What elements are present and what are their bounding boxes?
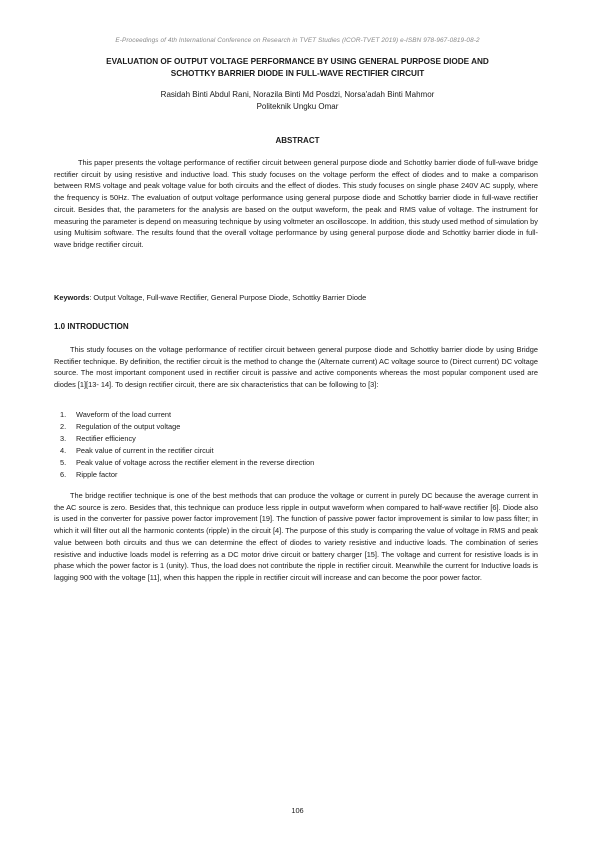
- list-number: 5.: [60, 457, 67, 467]
- list-number: 4.: [60, 445, 67, 455]
- list-number: 2.: [60, 421, 67, 431]
- list-text: Ripple factor: [76, 469, 118, 479]
- characteristics-list: [60, 409, 530, 480]
- introduction-heading: 1.0 INTRODUCTION: [54, 322, 129, 331]
- abstract-text: This paper presents the voltage performance of rectifier circuit between general purpose diode and Schottky barrier diode of full-wave bridge rectifier circuit by using resistive and inductive load. This study focuses on the voltage perform the effect of diodes and to make a comparison between RMS voltage and peak voltage value for both circuits and the effect of diodes. This study focuses on single phase 240V AC supply, where the frequency is 50Hz. The evaluation of output voltage performance using general purpose diode and Schottky barrier diode in full-wave rectifier circuit. Besides that, the parameters for the analysis are based on the output waveform, the peak and RMS value of voltage. The instrument for measuring the parameter is depend on measuring technique by using voltmeter an oscilloscope. In addition, this study used method of simulation by using Multisim software. The results found that the overall voltage performance by using general purpose diode and Schottky barrier diode in full-wave bridge rectifier circuit.: [54, 158, 538, 249]
- keywords: [54, 292, 538, 304]
- affiliation: Politeknik Ungku Omar: [256, 102, 339, 111]
- introduction-paragraph-1: This study focuses on the voltage performance of rectifier circuit between general purpose diode and Schottky barrier diode by using Bridge Rectifier technique. By definition, the rectifier circuit is the method to change the (Alternate current) AC voltage source to (Direct current) DC voltage source. The most important component used in rectifier circuit is passive and active components whereas the most popular component used are diodes [1][13- 14]. To design rectifier circuit, there are six characteristics that can be following to [3]:: [54, 345, 538, 390]
- abstract-heading: ABSTRACT: [275, 136, 320, 145]
- list-number: 1.: [60, 410, 67, 419]
- list-text: Peak value of current in the rectifier circuit: [76, 445, 214, 455]
- author-block: [52, 89, 543, 113]
- list-item: [60, 421, 530, 433]
- list-item: [60, 409, 530, 421]
- list-item: [60, 469, 530, 481]
- paper-title: [52, 56, 543, 80]
- page-number: 106: [291, 806, 304, 815]
- title-line-2: SCHOTTKY BARRIER DIODE IN FULL-WAVE RECTIFIER CIRCUIT: [170, 69, 425, 78]
- title-line-1: EVALUATION OF OUTPUT VOLTAGE PERFORMANCE BY USING GENERAL PURPOSE DIODE AND: [106, 57, 489, 66]
- list-item: [60, 433, 530, 445]
- introduction-paragraph-2: The bridge rectifier technique is one of the best methods that can produce the voltage or current in purely DC because the average current in the AC source is zero. Besides that, this technique can produce less ripple in output waveform when compared to half-wave rectifier [6]. Diode also is used in the converter for passive power factor improvement [19]. The function of passive power factor improvement is similar to low pass filter; in which it will filter out all the harmonic contents (ripple) in the circuit [4]. The purpose of this study is comparing the value of voltage in RMS and peak value between both circuits and thus we can determine the effect of diodes to variety resistive and inductive loads. The combination of series resistive and inductive loads model is referring as a DC motor drive circuit or battery charger [15]. The voltage and current for resistive loads is in phase which the power factor is 1 (unity). Thus, the load does not contribute the ripple in rectifier circuit. Meanwhile the current for Inductive loads is lagging 900 with the voltage [11], when this happen the ripple in rectifier circuit will increase and can become the poor power factor.: [54, 491, 538, 582]
- list-item: [60, 445, 530, 457]
- list-number: 6.: [60, 469, 67, 479]
- keywords-label: Keywords: [54, 293, 90, 302]
- list-text: Regulation of the output voltage: [76, 421, 181, 431]
- list-item: [60, 457, 530, 469]
- list-number: 3.: [60, 433, 67, 443]
- running-header: E-Proceedings of 4th International Conference on Research in TVET Studies (ICOR-TVET 2019) e-ISBN 978-967-0819-08-2: [115, 37, 480, 44]
- list-text: Peak value of voltage across the rectifier element in the reverse direction: [76, 457, 315, 467]
- authors: Rasidah Binti Abdul Rani, Norazila Binti Md Posdzi, Norsa'adah Binti Mahmor: [160, 90, 435, 99]
- list-text: Waveform of the load current: [76, 410, 172, 419]
- list-text: Rectifier efficiency: [76, 433, 136, 443]
- keywords-text: : Output Voltage, Full-wave Rectifier, General Purpose Diode, Schottky Barrier Diode: [89, 293, 367, 302]
